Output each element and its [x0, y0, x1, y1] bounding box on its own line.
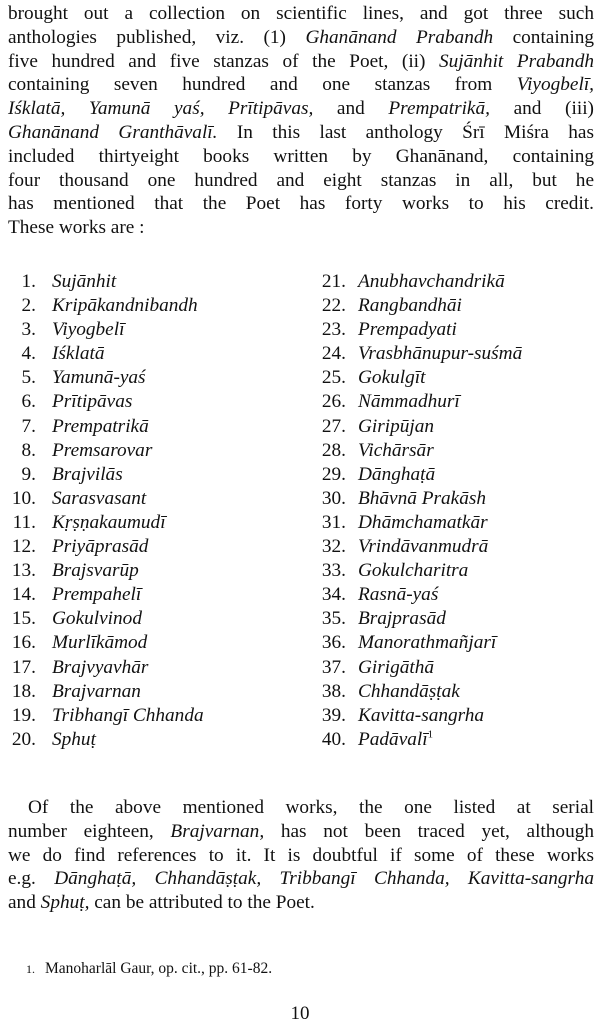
- work-title-text: Dhāmchamatkār: [358, 511, 488, 533]
- work-title: [358, 463, 435, 487]
- work-item: [0, 415, 290, 439]
- work-number: 30.: [321, 487, 346, 509]
- work-item: [0, 559, 290, 583]
- work-item: [300, 390, 600, 414]
- work-title: [358, 607, 446, 631]
- work-item: [300, 487, 600, 511]
- work-title-text: Vrindāvanmudrā: [358, 536, 489, 558]
- work-number: 11.: [12, 511, 36, 533]
- work-item: [300, 607, 600, 631]
- work-title-text: Prempahelī: [52, 584, 142, 606]
- work-number: 37.: [321, 656, 346, 678]
- work-title: [52, 415, 149, 439]
- work-title-text: Manorathmañjarī: [358, 632, 497, 654]
- work-item: [0, 728, 290, 752]
- work-number: 31.: [321, 511, 346, 533]
- work-item: [0, 366, 290, 390]
- work-title-text: Prempatrikā: [52, 415, 149, 437]
- works-column-right: [300, 270, 600, 752]
- paragraph2-line: [8, 796, 594, 820]
- work-number: 19.: [11, 704, 36, 726]
- work-title-text: Brajprasād: [358, 608, 446, 630]
- work-number: 1.: [21, 271, 36, 292]
- work-title: [52, 728, 96, 752]
- work-title-text: Chhandāṣṭak: [358, 680, 460, 702]
- work-title: [52, 656, 148, 680]
- work-title-text: Girigāthā: [358, 656, 435, 678]
- work-number: 35.: [321, 608, 346, 630]
- work-title: [52, 631, 147, 655]
- work-item: [0, 294, 290, 318]
- work-title: [358, 270, 505, 294]
- work-number: 20.: [11, 728, 36, 750]
- work-title: [358, 415, 434, 439]
- work-item: [0, 439, 290, 463]
- work-number: 15.: [11, 608, 36, 630]
- work-item: [300, 342, 600, 366]
- work-title-text: Sujānhit: [52, 271, 117, 292]
- work-title: [358, 728, 433, 752]
- work-number: 34.: [321, 584, 346, 606]
- text-run: five hundred and five stanzas of the Poet, (ii): [8, 50, 440, 72]
- work-title-text: Bhāvnā Prakāsh: [358, 487, 486, 509]
- work-number: 3.: [21, 319, 36, 341]
- work-title-text: Anubhavchandrikā: [358, 271, 505, 292]
- work-title: [52, 487, 146, 511]
- work-title-text: Brajvarnan: [52, 680, 141, 702]
- work-item: [0, 390, 290, 414]
- work-title-text: Yamunā-yaś: [52, 367, 146, 389]
- work-title-text: Sarasvasant: [52, 487, 147, 509]
- work-number: 2.: [21, 295, 36, 317]
- work-title-text: Giripūjan: [358, 415, 435, 437]
- paragraph1-line: [8, 145, 594, 169]
- work-title-text: Brajsvarūp: [52, 560, 139, 582]
- work-number: 29.: [321, 463, 346, 485]
- work-item: [0, 631, 290, 655]
- text-run: brought out a collection on scientific lines, and got three such: [8, 3, 594, 24]
- italic-title: Dānghaṭā, Chhandāṣṭak, Tribbangī Chhanda, Kavitta-sangrha: [54, 868, 594, 890]
- intro-paragraph: [8, 2, 594, 240]
- work-title-text: Iśklatā: [52, 343, 105, 365]
- italic-title: Viyogbelī,: [516, 74, 594, 96]
- paragraph2-line: [8, 820, 594, 844]
- italic-title: Sujānhit Prabandh: [439, 50, 594, 72]
- text-run: number eighteen,: [8, 820, 171, 842]
- paragraph1-line: [8, 97, 594, 121]
- work-number: 25.: [321, 367, 346, 389]
- work-title-text: Rangbandhāi: [358, 295, 462, 317]
- work-item: [0, 511, 290, 535]
- work-title-text: Dānghaṭā: [358, 463, 436, 485]
- paragraph1-line: [8, 50, 594, 74]
- work-title: [358, 511, 488, 535]
- work-item: [300, 463, 600, 487]
- work-item: [300, 656, 600, 680]
- text-run: In this last anthology Śrī Miśra has: [217, 121, 594, 143]
- work-title-text: Padāvalī: [358, 728, 428, 750]
- text-run: four thousand one hundred and eight stanzas in all, but he: [8, 169, 594, 191]
- work-number: 32.: [321, 536, 346, 558]
- work-title-text: Rasnā-yaś: [358, 584, 439, 606]
- work-title-text: Prītipāvas: [52, 391, 133, 413]
- work-title-text: Gokulcharitra: [358, 560, 469, 582]
- text-run: containing: [493, 26, 594, 48]
- italic-title: Ghanānand Granthāvalī.: [8, 121, 218, 143]
- work-item: [300, 318, 600, 342]
- paragraph2-line: [8, 867, 594, 891]
- footnote-mark: 1.: [26, 962, 35, 976]
- italic-title: Brajvarnan,: [170, 820, 265, 842]
- footnote-reference: 1: [427, 728, 434, 741]
- work-title-text: Gokulgīt: [358, 367, 426, 389]
- text-run: e.g.: [8, 868, 55, 890]
- work-number: 22.: [321, 295, 346, 317]
- work-title: [52, 535, 148, 559]
- italic-title: Sphuṭ,: [40, 892, 90, 914]
- work-title: [358, 535, 488, 559]
- italic-title: Iśklatā, Yamunā yaś, Prītipāvas,: [8, 98, 314, 120]
- work-title: [358, 656, 434, 680]
- work-title-text: Vrasbhānupur-suśmā: [358, 343, 523, 365]
- paragraph1-line: [8, 2, 594, 26]
- work-item: [0, 342, 290, 366]
- text-run: anthologies published, viz. (1): [8, 26, 306, 48]
- work-title-text: Kripākandnibandh: [52, 295, 198, 317]
- work-number: 28.: [321, 439, 346, 461]
- work-title: [52, 583, 141, 607]
- work-item: [0, 656, 290, 680]
- work-number: 13.: [11, 560, 36, 582]
- work-number: 33.: [321, 560, 346, 582]
- paragraph1-line: [8, 121, 594, 145]
- work-title: [52, 294, 198, 318]
- work-item: [0, 607, 290, 631]
- work-title: [358, 583, 438, 607]
- work-title-text: Gokulvinod: [52, 608, 142, 630]
- text-run: can be attributed to the Poet.: [89, 892, 315, 914]
- work-number: 8.: [21, 439, 36, 461]
- work-item: [300, 270, 600, 294]
- work-number: 24.: [321, 343, 346, 365]
- work-title: [52, 270, 116, 294]
- paragraph2-line: [8, 891, 594, 915]
- work-number: 26.: [321, 391, 346, 413]
- work-title: [52, 704, 204, 728]
- text-run: and: [313, 98, 389, 120]
- work-item: [0, 704, 290, 728]
- work-number: 23.: [321, 319, 346, 341]
- text-run: containing seven hundred and one stanzas from: [8, 74, 517, 96]
- work-title: [52, 366, 146, 390]
- work-number: 39.: [321, 704, 346, 726]
- work-title: [358, 318, 457, 342]
- work-item: [300, 535, 600, 559]
- work-title-text: Prempadyati: [358, 319, 457, 341]
- footnote-text: Manoharlāl Gaur, op. cit., pp. 61-82.: [45, 960, 273, 977]
- work-number: 27.: [321, 415, 346, 437]
- work-title: [52, 342, 104, 366]
- work-title-text: Tribhangī Chhanda: [52, 704, 204, 726]
- work-title: [52, 463, 123, 487]
- work-title-text: Premsarovar: [52, 439, 153, 461]
- work-title-text: Kṛṣṇakaumudī: [52, 511, 166, 533]
- paragraph1-line: [8, 192, 594, 216]
- work-number: 7.: [21, 415, 36, 437]
- work-item: [300, 704, 600, 728]
- work-item: [300, 728, 600, 752]
- work-number: 21.: [321, 271, 346, 292]
- work-number: 40.: [321, 728, 346, 750]
- text-run: and (iii): [489, 98, 594, 120]
- work-number: 4.: [21, 343, 36, 365]
- work-title-text: Viyogbelī: [52, 319, 125, 341]
- work-item: [300, 439, 600, 463]
- work-item: [300, 631, 600, 655]
- work-title: [358, 704, 484, 728]
- work-number: 6.: [21, 391, 36, 413]
- page-number: 10: [290, 1003, 310, 1024]
- work-title: [52, 559, 139, 583]
- work-title: [358, 366, 425, 390]
- paragraph2-line: [8, 844, 594, 868]
- text-run: and: [8, 892, 41, 914]
- italic-title: Prempatrikā,: [388, 98, 490, 120]
- work-item: [0, 583, 290, 607]
- work-title: [52, 680, 141, 704]
- work-number: 9.: [21, 463, 36, 485]
- work-item: [0, 487, 290, 511]
- work-title-text: Priyāprasād: [52, 536, 149, 558]
- work-item: [300, 583, 600, 607]
- work-title: [52, 318, 124, 342]
- work-title: [358, 487, 486, 511]
- work-number: 12.: [11, 536, 36, 558]
- paragraph1-line: [8, 216, 594, 240]
- text-run: has not been traced yet, although: [264, 820, 594, 842]
- work-item: [0, 680, 290, 704]
- work-title: [358, 294, 462, 318]
- work-number: 18.: [11, 680, 36, 702]
- work-title: [358, 342, 522, 366]
- work-title-text: Vichārsār: [358, 439, 434, 461]
- work-item: [0, 535, 290, 559]
- paragraph1-line: [8, 169, 594, 193]
- work-item: [300, 415, 600, 439]
- work-item: [300, 294, 600, 318]
- work-item: [300, 559, 600, 583]
- text-run: has mentioned that the Poet has forty works to his credit.: [8, 193, 594, 215]
- work-title: [52, 511, 166, 535]
- text-run: These works are :: [8, 217, 145, 239]
- work-number: 17.: [11, 656, 36, 678]
- footnote: [26, 960, 272, 978]
- work-item: [300, 366, 600, 390]
- work-number: 14.: [11, 584, 36, 606]
- work-item: [300, 680, 600, 704]
- paragraph1-line: [8, 73, 594, 97]
- work-item: [0, 318, 290, 342]
- work-item: [0, 463, 290, 487]
- italic-title: Ghanānand Prabandh: [305, 26, 494, 48]
- work-title: [52, 390, 132, 414]
- commentary-paragraph: [8, 796, 594, 915]
- work-title-text: Brajvyavhār: [52, 656, 149, 678]
- work-number: 16.: [11, 632, 36, 654]
- work-title: [358, 680, 460, 704]
- text-run: Of the above mentioned works, the one listed at serial: [28, 797, 594, 818]
- work-item: [300, 511, 600, 535]
- work-item: [0, 270, 290, 294]
- work-number: 10.: [11, 487, 36, 509]
- work-title-text: Sphuṭ: [52, 728, 96, 750]
- work-number: 36.: [321, 632, 346, 654]
- work-title: [358, 559, 468, 583]
- work-title-text: Kavitta-sangrha: [358, 704, 485, 726]
- works-column-left: [0, 270, 290, 752]
- work-title: [52, 607, 142, 631]
- work-title: [358, 439, 434, 463]
- work-title: [52, 439, 152, 463]
- work-number: 38.: [321, 680, 346, 702]
- work-number: 5.: [21, 367, 36, 389]
- text-run: we do find references to it. It is doubtful if some of these works: [8, 844, 594, 866]
- text-run: included thirtyeight books written by Ghanānand, containing: [8, 145, 594, 167]
- work-title: [358, 631, 496, 655]
- work-title-text: Nāmmadhurī: [358, 391, 460, 413]
- paragraph1-line: [8, 26, 594, 50]
- work-title: [358, 390, 460, 414]
- work-title-text: Brajvilās: [52, 463, 123, 485]
- work-title-text: Murlīkāmod: [52, 632, 148, 654]
